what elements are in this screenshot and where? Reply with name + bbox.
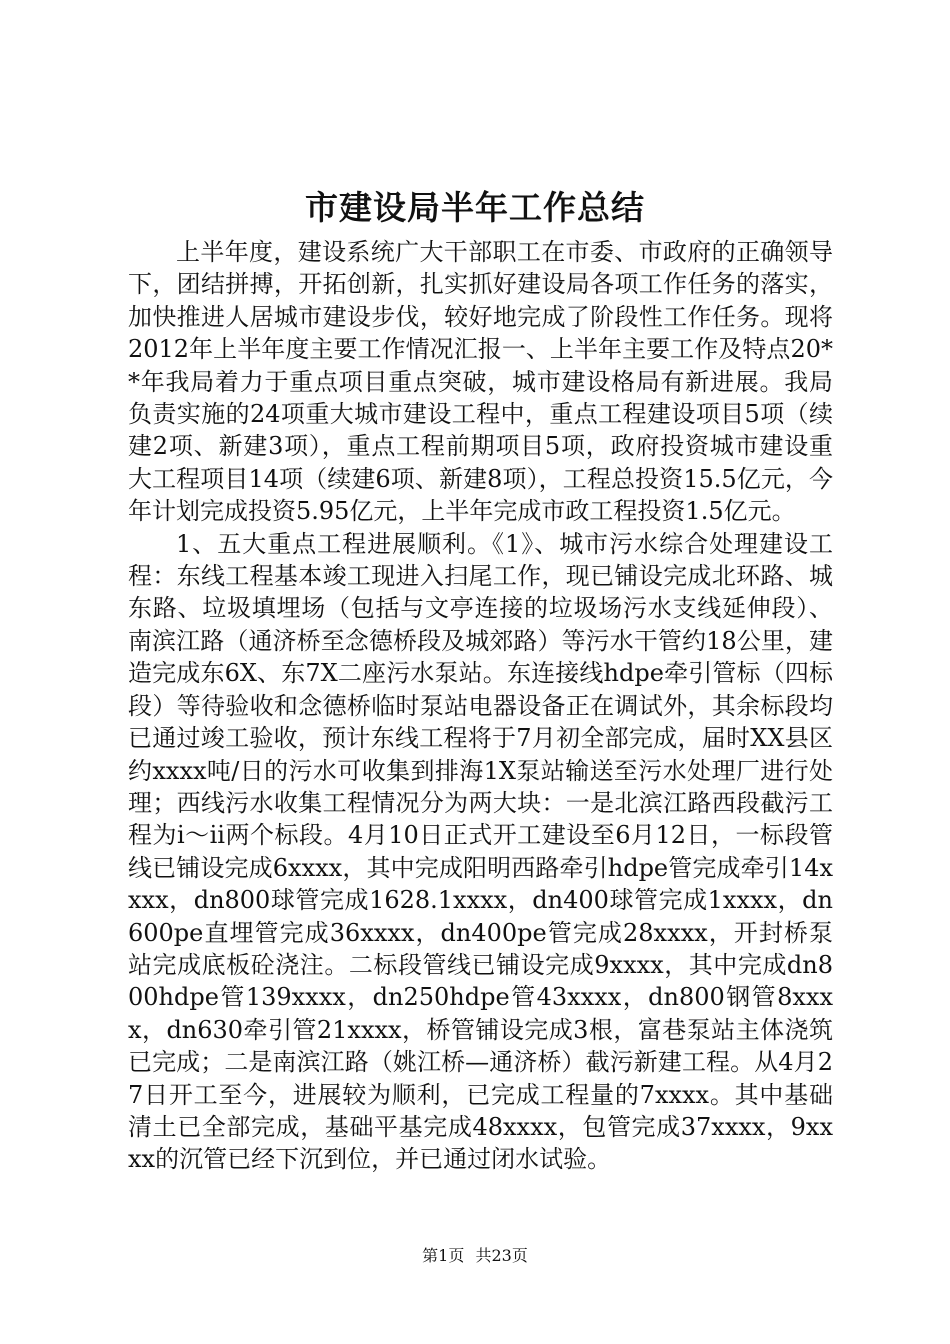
document-body: [128, 236, 833, 1176]
page-total: 共23页: [475, 1246, 528, 1265]
page-number: 第1页: [422, 1246, 465, 1265]
paragraph-intro: 上半年度，建设系统广大干部职工在市委、市政府的正确领导下，团结拼搏，开拓创新，扎实抓好建设局各项工作任务的落实，加快推进人居城市建设步伐，较好地完成了阶段性工作任务。现将2012年上半年度主要工作情况汇报一、上半年主要工作及特点20**年我局着力于重点项目重点突破，城市建设格局有新进展。我局负责实施的24项重大城市建设工程中，重点工程建设项目5项（续建2项、新建3项），重点工程前期项目5项，政府投资城市建设重大工程项目14项（续建6项、新建8项），工程总投资15.5亿元，今年计划完成投资5.95亿元，上半年完成市政工程投资1.5亿元。: [128, 238, 833, 526]
paragraph-key-projects: 1、五大重点工程进展顺利。《1》、城市污水综合处理建设工程：东线工程基本竣工现进入扫尾工作，现已铺设完成北环路、城东路、垃圾填埋场（包括与文亭连接的垃圾场污水支线延伸段）、南滨江路（通济桥至念德桥段及城郊路）等污水干管约18公里，建造完成东6X、东7X二座污水泵站。东连接线hdpe牵引管标（四标段）等待验收和念德桥临时泵站电器设备正在调试外，其余标段均已通过竣工验收，预计东线工程将于7月初全部完成，届时XX县区约xxxx吨/日的污水可收集到排海1X泵站输送至污水处理厂进行处理；西线污水收集工程情况分为两大块：一是北滨江路西段截污工程为ⅰ～ⅱ两个标段。4月10日正式开工建设至6月12日，一标段管线已铺设完成6xxxx，其中完成阳明西路牵引hdpe管完成牵引14xxxx，dn800球管完成1628.1xxxx，dn400球管完成1xxxx，dn600pe直埋管完成36xxxx，dn400pe管完成28xxxx，开封桥泵站完成底板砼浇注。二标段管线已铺设完成9xxxx，其中完成dn800hdpe管139xxxx，dn250hdpe管43xxxx，dn800钢管8xxxx，dn630牵引管21xxxx，桥管铺设完成3根，富巷泵站主体浇筑已完成；二是南滨江路（姚江桥—通济桥）截污新建工程。从4月27日开工至今，进展较为顺利，已完成工程量的7xxxx。其中基础清土已全部完成，基础平基完成48xxxx，包管完成37xxxx，9xxxx的沉管已经下沉到位，并已通过闭水试验。: [128, 529, 833, 1174]
document-title: 市建设局半年工作总结: [305, 188, 645, 227]
page-footer: [0, 1245, 950, 1267]
